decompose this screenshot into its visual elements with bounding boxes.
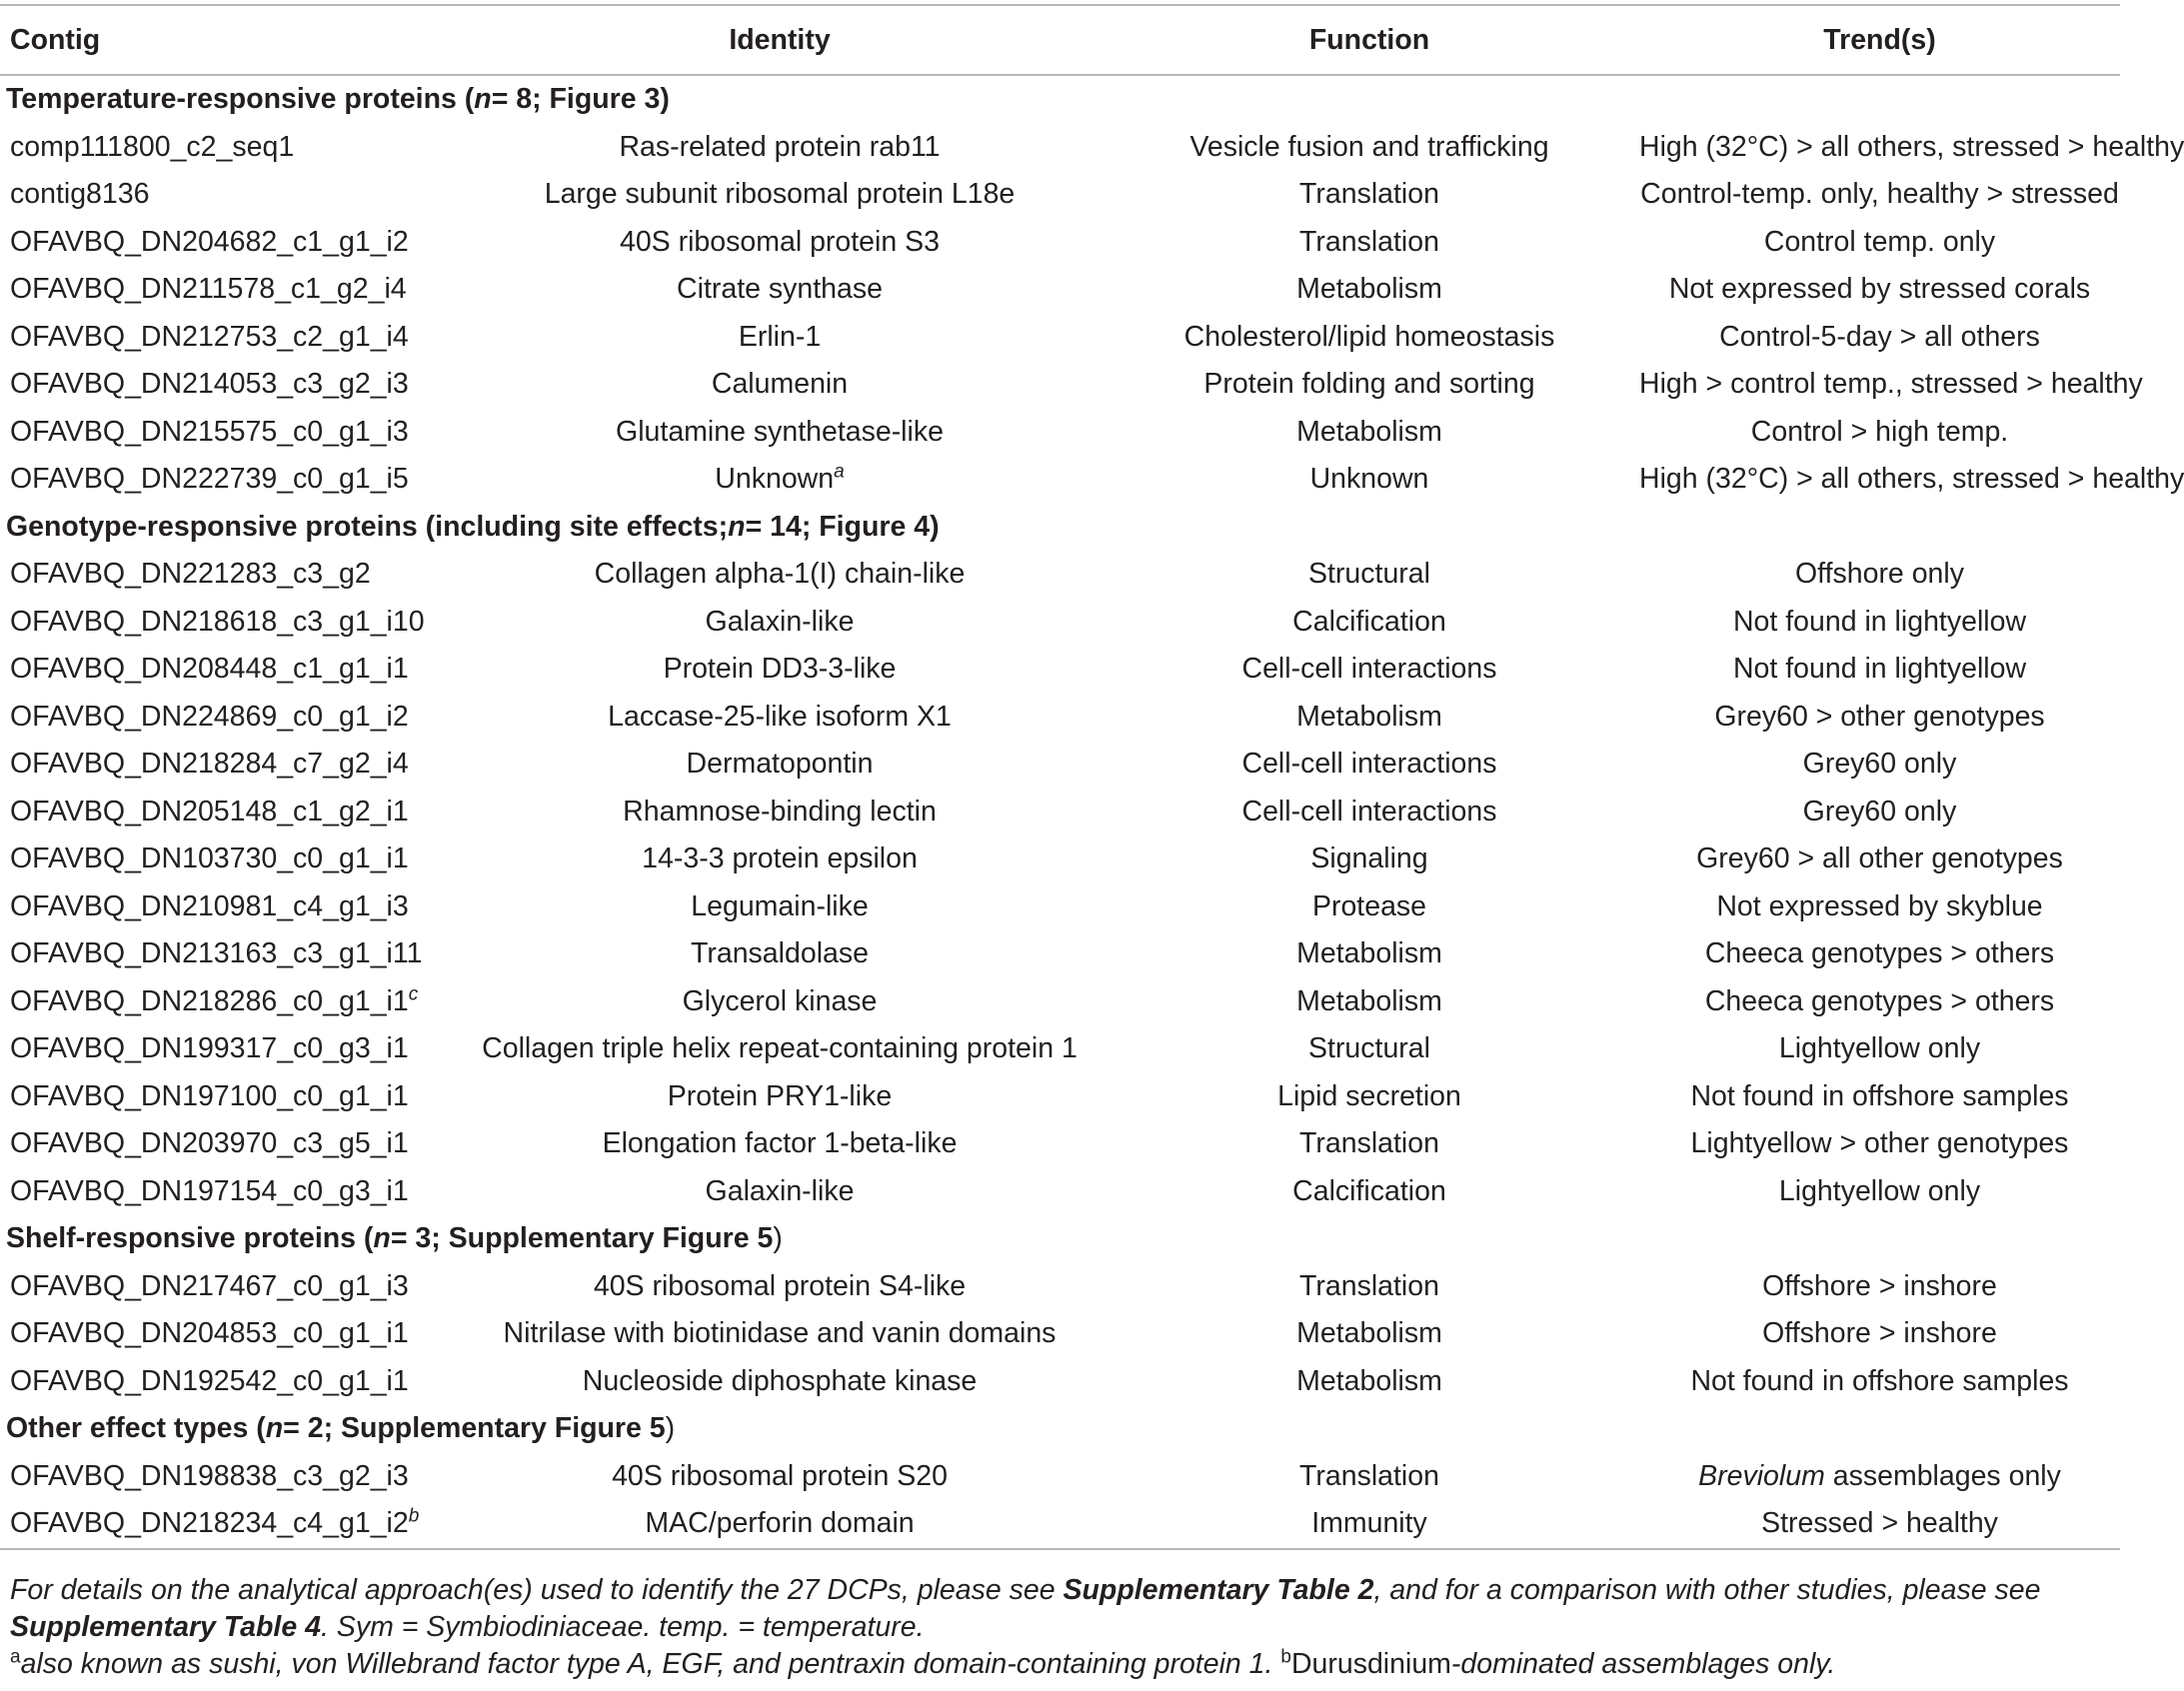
cell-identity: Collagen triple helix repeat-containing protein 1: [482, 1032, 1078, 1065]
cell-contig: OFAVBQ_DN204682_c1_g1_i2: [10, 225, 409, 258]
cell-contig: OFAVBQ_DN211578_c1_g2_i4: [10, 273, 407, 306]
table-row: [0, 1310, 2120, 1358]
cell-trend: Lightyellow only: [1778, 1174, 1981, 1207]
cell-trend: Stressed > healthy: [1761, 1507, 1998, 1540]
table-row: [0, 409, 2120, 457]
cell-contig: OFAVBQ_DN210981_c4_g1_i3: [10, 889, 409, 922]
bottom-rule: [0, 1548, 2120, 1550]
table-row: [0, 171, 2120, 219]
table-row: [0, 456, 2184, 504]
cell-trend: Grey60 only: [1802, 795, 1957, 828]
table-row: [0, 1073, 2120, 1121]
cell-function: Translation: [1299, 1127, 1439, 1160]
cell-contig: OFAVBQ_DN218234_c4_g1_i2$^b$: [10, 1505, 420, 1540]
table-row: [0, 361, 2143, 409]
cell-identity: Glutamine synthetase-like: [616, 415, 944, 448]
section-header: Shelf-responsive proteins ( n = 3; Supplementary Figure 5 ): [6, 1222, 783, 1255]
cell-function: Unknown: [1309, 463, 1429, 496]
cell-function: Cholesterol/lipid homeostasis: [1183, 320, 1555, 353]
table-row: [0, 314, 2120, 362]
table-body: [0, 76, 2184, 1548]
cell-identity: Ras-related protein rab11: [619, 130, 941, 163]
header-identity: Identity: [729, 23, 831, 56]
cell-contig: OFAVBQ_DN203970_c3_g5_i1: [10, 1127, 409, 1160]
cell-contig: OFAVBQ_DN197154_c0_g3_i1: [10, 1174, 409, 1207]
table-row: [0, 1168, 2120, 1216]
cell-function: Cell-cell interactions: [1241, 795, 1497, 828]
cell-contig: OFAVBQ_DN218618_c3_g1_i10: [10, 605, 425, 638]
table-row: [0, 266, 2120, 314]
cell-trend: Not found in offshore samples: [1690, 1079, 2069, 1112]
cell-identity: Galaxin-like: [705, 605, 855, 638]
header-function: Function: [1308, 23, 1430, 56]
cell-identity: Calumenin: [711, 368, 849, 401]
table-header: [0, 6, 2120, 74]
cell-identity: Unknown$^a$: [715, 461, 845, 496]
table-row: [0, 836, 2120, 883]
cell-trend: Cheeca genotypes > others: [1704, 937, 2055, 970]
cell-function: Calcification: [1292, 605, 1446, 638]
header-trend: Trend(s): [1823, 23, 1936, 56]
section-header: Temperature-responsive proteins ( n = 8; Figure 3 ): [6, 83, 670, 116]
cell-contig: OFAVBQ_DN198838_c3_g2_i3: [10, 1459, 409, 1492]
cell-trend: Not expressed by skyblue: [1716, 889, 2043, 922]
footnote-line-1: For details on the analytical approach(es) used to identify the 27 DCPs, please see Supplementary Table 2, and for a comparison with other studies, please see: [10, 1574, 2041, 1606]
cell-function: Translation: [1299, 178, 1439, 211]
table-row: [0, 741, 2120, 789]
cell-trend: Grey60 only: [1802, 748, 1957, 781]
cell-trend: Not found in offshore samples: [1690, 1364, 2069, 1397]
cell-identity: Protein DD3-3-like: [663, 653, 897, 686]
cell-function: Metabolism: [1296, 1364, 1442, 1397]
cell-trend: High > control temp., stressed > healthy: [1639, 368, 2143, 401]
cell-function: Metabolism: [1296, 1317, 1442, 1350]
section-header: Genotype-responsive proteins (including site effects; n = 14; Figure 4 ): [6, 510, 940, 543]
cell-trend: Cheeca genotypes > others: [1704, 984, 2055, 1017]
table-row: [0, 1120, 2120, 1168]
cell-contig: OFAVBQ_DN218284_c7_g2_i4: [10, 748, 409, 781]
cell-contig: OFAVBQ_DN204853_c0_g1_i1: [10, 1317, 409, 1350]
cell-contig: OFAVBQ_DN224869_c0_g1_i2: [10, 700, 409, 733]
cell-function: Signaling: [1310, 843, 1428, 875]
cell-identity: Transaldolase: [691, 937, 869, 970]
cell-contig: OFAVBQ_DN192542_c0_g1_i1: [10, 1364, 409, 1397]
table-row: [0, 1263, 2120, 1311]
cell-trend: Not expressed by stressed corals: [1668, 273, 2091, 306]
data-table: [0, 4, 2184, 1550]
table-row: [0, 930, 2120, 978]
cell-trend: Control > high temp.: [1750, 415, 2009, 448]
cell-identity: Galaxin-like: [705, 1174, 855, 1207]
table-row: [0, 599, 2120, 647]
table-row: [0, 1358, 2120, 1406]
cell-contig: OFAVBQ_DN215575_c0_g1_i3: [10, 415, 409, 448]
cell-function: Translation: [1299, 225, 1439, 258]
cell-identity: Collagen alpha-1(I) chain-like: [594, 558, 966, 591]
cell-function: Structural: [1308, 558, 1430, 591]
cell-function: Protein folding and sorting: [1203, 368, 1535, 401]
cell-identity: Protein PRY1-like: [667, 1079, 893, 1112]
cell-function: Metabolism: [1296, 415, 1442, 448]
cell-contig: contig8136: [10, 178, 150, 211]
cell-identity: Glycerol kinase: [682, 984, 878, 1017]
cell-contig: comp111800_c2_seq1: [10, 130, 295, 163]
cell-trend: Not found in lightyellow: [1732, 653, 2027, 686]
cell-identity: 40S ribosomal protein S3: [619, 225, 940, 258]
cell-function: Metabolism: [1296, 984, 1442, 1017]
cell-function: Metabolism: [1296, 937, 1442, 970]
table-row: [0, 646, 2120, 694]
cell-contig: OFAVBQ_DN214053_c3_g2_i3: [10, 368, 409, 401]
cell-function: Translation: [1299, 1459, 1439, 1492]
table-row: [0, 978, 2120, 1026]
cell-function: Calcification: [1292, 1174, 1446, 1207]
cell-identity: Nitrilase with biotinidase and vanin domains: [503, 1317, 1057, 1350]
cell-contig: OFAVBQ_DN208448_c1_g1_i1: [10, 653, 409, 686]
cell-identity: Nucleoside diphosphate kinase: [582, 1364, 978, 1397]
cell-identity: Elongation factor 1-beta-like: [602, 1127, 958, 1160]
cell-trend: Grey60 > other genotypes: [1714, 700, 2045, 733]
header-contig: Contig: [10, 23, 101, 56]
footnote-line-2: Supplementary Table 4. Sym = Symbiodiniaceae. temp. = temperature.: [10, 1611, 925, 1643]
cell-trend: Lightyellow only: [1778, 1032, 1981, 1065]
footnote-line-3: $^a$also known as sushi, von Willebrand factor type A, EGF, and pentraxin domain-containing protein 1. $^b$Durusdinium-dominated assemblages only.: [10, 1646, 1836, 1680]
cell-identity: 40S ribosomal protein S4-like: [593, 1269, 967, 1302]
cell-identity: Dermatopontin: [686, 748, 874, 781]
cell-identity: 14-3-3 protein epsilon: [642, 843, 918, 875]
cell-contig: OFAVBQ_DN103730_c0_g1_i1: [10, 843, 409, 875]
cell-function: Structural: [1308, 1032, 1430, 1065]
table-row: [0, 1453, 2120, 1501]
cell-function: Metabolism: [1296, 700, 1442, 733]
cell-contig: OFAVBQ_DN217467_c0_g1_i3: [10, 1269, 409, 1302]
cell-identity: Rhamnose-binding lectin: [623, 795, 937, 828]
section-header: Other effect types ( n = 2; Supplementary Figure 5 ): [6, 1412, 676, 1445]
table-row: [0, 694, 2120, 742]
table-row: [0, 551, 2120, 599]
cell-function: Translation: [1299, 1269, 1439, 1302]
cell-trend: High (32°C) > all others, stressed > healthy: [1639, 130, 2184, 163]
cell-trend: Grey60 > all other genotypes: [1696, 843, 2063, 875]
cell-identity: Erlin-1: [738, 320, 822, 353]
table-footnotes: [10, 1572, 2109, 1683]
cell-trend: Offshore > inshore: [1762, 1317, 1997, 1350]
cell-contig: OFAVBQ_DN212753_c2_g1_i4: [10, 320, 409, 353]
cell-trend: Breviolum assemblages only: [1698, 1459, 2061, 1492]
cell-identity: Legumain-like: [691, 889, 869, 922]
cell-trend: Control temp. only: [1763, 225, 1996, 258]
cell-function: Metabolism: [1296, 273, 1442, 306]
cell-function: Cell-cell interactions: [1241, 653, 1497, 686]
cell-trend: Control-5-day > all others: [1719, 320, 2040, 353]
cell-trend: Control-temp. only, healthy > stressed: [1640, 178, 2119, 211]
cell-contig: OFAVBQ_DN218286_c0_g1_i1$^c$: [10, 983, 419, 1017]
cell-identity: Citrate synthase: [677, 273, 883, 306]
cell-contig: OFAVBQ_DN197100_c0_g1_i1: [10, 1079, 409, 1112]
cell-identity: MAC/perforin domain: [645, 1507, 915, 1540]
cell-function: Immunity: [1311, 1507, 1427, 1540]
table-row: [0, 1500, 2120, 1548]
table-row: [0, 1025, 2120, 1073]
table-row: [0, 883, 2120, 931]
cell-contig: OFAVBQ_DN213163_c3_g1_i11: [10, 937, 423, 970]
cell-contig: OFAVBQ_DN205148_c1_g2_i1: [10, 795, 409, 828]
cell-trend: Offshore only: [1795, 558, 1964, 591]
cell-function: Lipid secretion: [1277, 1079, 1461, 1112]
cell-identity: 40S ribosomal protein S20: [612, 1459, 948, 1492]
cell-function: Vesicle fusion and trafficking: [1189, 130, 1549, 163]
cell-trend: Offshore > inshore: [1762, 1269, 1997, 1302]
cell-trend: High (32°C) > all others, stressed > healthy: [1639, 463, 2184, 496]
cell-identity: Large subunit ribosomal protein L18e: [544, 178, 1016, 211]
table-row: [0, 789, 2120, 837]
cell-trend: Not found in lightyellow: [1732, 605, 2027, 638]
cell-function: Protease: [1311, 889, 1427, 922]
cell-contig: OFAVBQ_DN221283_c3_g2: [10, 558, 371, 591]
table-row: [0, 219, 2120, 267]
cell-trend: Lightyellow > other genotypes: [1690, 1127, 2069, 1160]
cell-identity: Laccase-25-like isoform X1: [608, 700, 952, 733]
cell-function: Cell-cell interactions: [1241, 748, 1497, 781]
table-row: [0, 124, 2184, 172]
cell-contig: OFAVBQ_DN199317_c0_g3_i1: [10, 1032, 409, 1065]
cell-contig: OFAVBQ_DN222739_c0_g1_i5: [10, 463, 409, 496]
